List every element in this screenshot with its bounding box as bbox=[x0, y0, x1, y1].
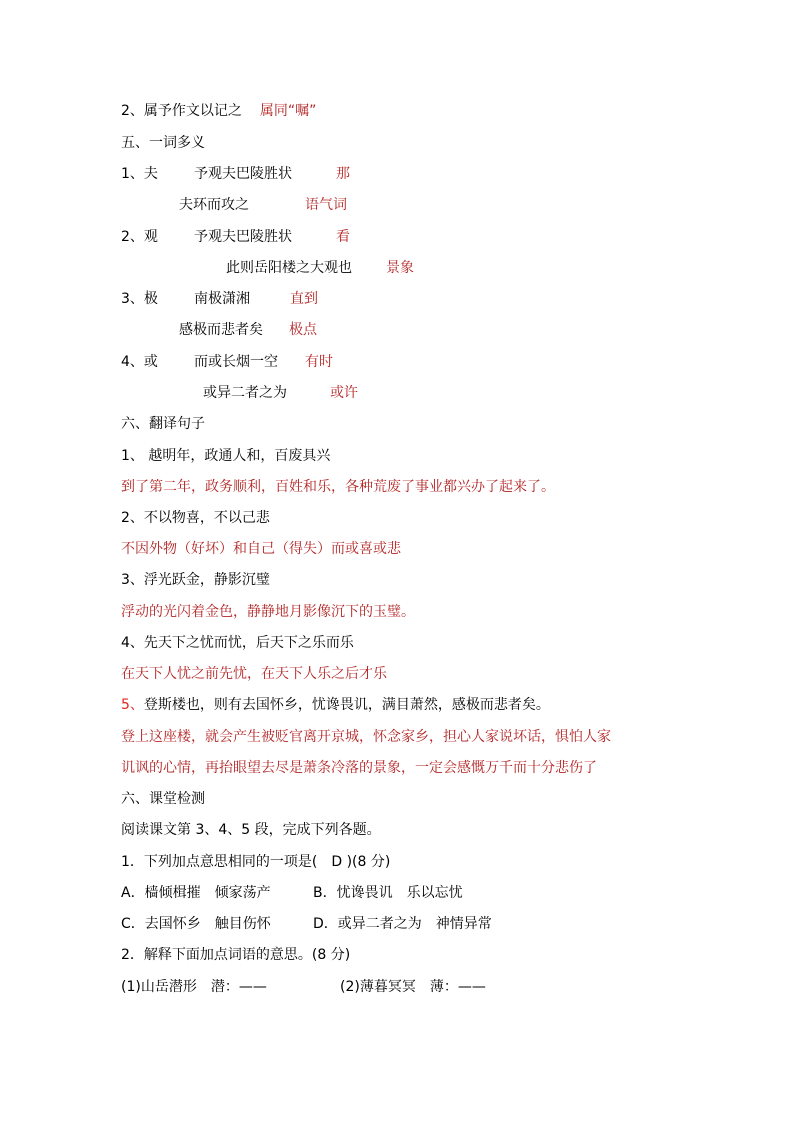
item-line-2 bbox=[121, 101, 316, 121]
quiz-option-b: B．忧谗畏讥 乐以忘忧 bbox=[313, 885, 463, 901]
translation-question bbox=[121, 695, 550, 715]
polysemy-sentence: 予观夫巴陵胜状 bbox=[194, 166, 292, 182]
polysemy-sentence: 南极潇湘 bbox=[194, 291, 250, 307]
quiz-blank-item: (2)薄暮冥冥 薄：—— bbox=[340, 979, 486, 995]
translation-question: 2、不以物喜，不以己悲 bbox=[121, 510, 270, 526]
translation-answer: 到了第二年，政务顺利，百姓和乐，各种荒废了事业都兴办了起来了。 bbox=[121, 479, 555, 495]
translation-answer: 不因外物（好坏）和自己（得失）而或喜或悲 bbox=[121, 541, 401, 557]
translation-question: 3、浮光跃金，静影沉璧 bbox=[121, 572, 270, 588]
question-text: 登斯楼也，则有去国怀乡，忧谗畏讥，满目萧然，感极而悲者矣。 bbox=[143, 697, 550, 713]
polysemy-word: 夫 bbox=[143, 166, 158, 182]
question-number: 5、 bbox=[121, 697, 144, 713]
translation-answer: 在天下人忧之前先忧，在天下人乐之后才乐 bbox=[121, 666, 387, 682]
polysemy-word: 极 bbox=[143, 291, 158, 307]
polysemy-word: 或 bbox=[143, 354, 158, 370]
item-answer: 属同“嘱” bbox=[259, 103, 317, 119]
polysemy-number: 3、 bbox=[121, 291, 144, 307]
section-five-title: 五、一词多义 bbox=[121, 135, 205, 151]
quiz-intro: 阅读课文第 3、4、5 段，完成下列各题。 bbox=[121, 822, 381, 838]
quiz-option-d: D．或异二者之为 神情异常 bbox=[313, 916, 492, 932]
polysemy-item-1 bbox=[121, 164, 158, 184]
polysemy-answer: 有时 bbox=[305, 354, 333, 370]
polysemy-sentence: 或异二者之为 bbox=[203, 385, 287, 401]
polysemy-number: 4、 bbox=[121, 354, 144, 370]
translation-question: 4、先天下之忧而忧，后天下之乐而乐 bbox=[121, 635, 354, 651]
polysemy-answer: 那 bbox=[336, 166, 350, 182]
item-text: 属予作文以记之 bbox=[143, 103, 242, 119]
polysemy-answer: 极点 bbox=[289, 322, 317, 338]
polysemy-sentence: 而或长烟一空 bbox=[194, 354, 278, 370]
translation-answer-continued: 讥讽的心情，再抬眼望去尽是萧条冷落的景象，一定会感慨万千而十分悲伤了 bbox=[121, 760, 597, 776]
polysemy-number: 2、 bbox=[121, 229, 144, 245]
polysemy-sentence: 此则岳阳楼之大观也 bbox=[226, 260, 352, 276]
polysemy-answer: 或许 bbox=[330, 385, 358, 401]
polysemy-number: 1、 bbox=[121, 166, 144, 182]
quiz-option-c: C．去国怀乡 触目伤怀 bbox=[121, 916, 271, 932]
polysemy-sentence: 夫环而攻之 bbox=[179, 197, 249, 213]
quiz-question-2: 2．解释下面加点词语的意思。(8 分) bbox=[121, 947, 351, 963]
section-quiz-title: 六、课堂检测 bbox=[121, 791, 205, 807]
quiz-blank-item: (1)山岳潜形 潜：—— bbox=[121, 979, 267, 995]
polysemy-sentence: 感极而悲者矣 bbox=[179, 322, 263, 338]
polysemy-answer: 看 bbox=[336, 229, 350, 245]
translation-answer: 登上这座楼，就会产生被贬官离开京城，怀念家乡，担心人家说坏话，惧怕人家 bbox=[121, 729, 611, 745]
polysemy-item-2 bbox=[121, 227, 158, 247]
polysemy-word: 观 bbox=[143, 229, 158, 245]
polysemy-answer: 语气词 bbox=[305, 197, 347, 213]
polysemy-item-3 bbox=[121, 289, 158, 309]
polysemy-item-4 bbox=[121, 352, 158, 372]
item-number: 2、 bbox=[121, 103, 144, 119]
translation-question: 1、 越明年，政通人和，百废具兴 bbox=[121, 448, 331, 464]
polysemy-sentence: 予观夫巴陵胜状 bbox=[194, 229, 292, 245]
quiz-option-a: A．樯倾楫摧 倾家荡产 bbox=[121, 885, 271, 901]
section-six-title: 六、翻译句子 bbox=[121, 416, 205, 432]
translation-answer: 浮动的光闪着金色，静静地月影像沉下的玉璧。 bbox=[121, 604, 415, 620]
polysemy-answer: 直到 bbox=[290, 291, 318, 307]
quiz-question-1: 1．下列加点意思相同的一项是( D )(8 分) bbox=[121, 854, 391, 870]
polysemy-answer: 景象 bbox=[386, 260, 414, 276]
